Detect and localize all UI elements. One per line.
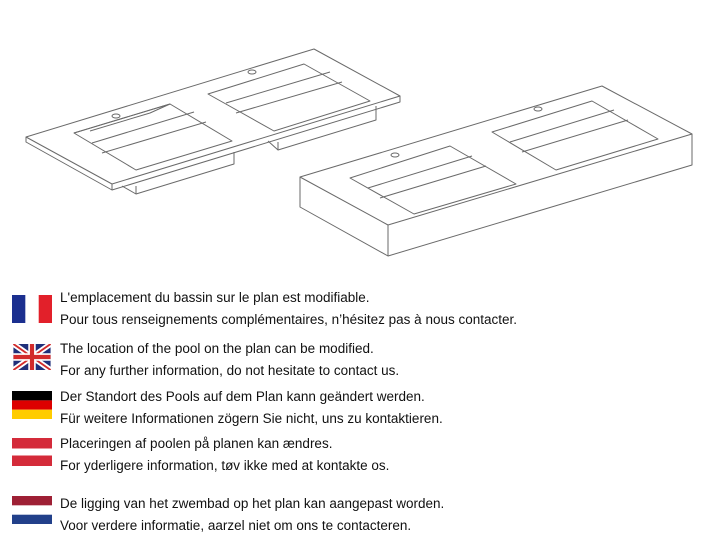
note-french: [12, 287, 517, 331]
note-danish-line-2: For yderligere information, tøv ikke med at kontakte os.: [60, 458, 390, 473]
thin-double-washbasin: [26, 49, 400, 194]
note-german: [12, 386, 443, 430]
thick-double-washbasin: [300, 86, 692, 256]
netherlands-flag-icon: [12, 496, 52, 524]
note-english-line-2: For any further information, do not hesitate to contact us.: [60, 363, 400, 378]
note-english-line-1: The location of the pool on the plan can be modified.: [60, 341, 374, 356]
note-french-line-2: Pour tous renseignements complémentaires, n’hésitez pas à nous contacter.: [60, 312, 518, 327]
note-dutch-line-1: De ligging van het zwembad op het plan kan aangepast worden.: [60, 496, 445, 511]
note-dutch-line-2: Voor verdere informatie, aarzel niet om ons te contacteren.: [60, 518, 412, 533]
note-german-line-1: Der Standort des Pools auf dem Plan kann geändert werden.: [60, 389, 425, 404]
germany-flag-icon: [12, 391, 52, 419]
note-danish: [12, 433, 389, 477]
france-flag-icon: [12, 295, 52, 323]
washbasin-drawing: [0, 0, 720, 265]
note-dutch: [12, 493, 444, 537]
note-french-line-1: L'emplacement du bassin sur le plan est modifiable.: [60, 290, 370, 305]
note-danish-line-1: Placeringen af poolen på planen kan ændres.: [60, 436, 333, 451]
note-german-line-2: Für weitere Informationen zögern Sie nicht, uns zu kontaktieren.: [60, 411, 443, 426]
note-english: [12, 338, 399, 382]
uk-flag-icon: [12, 344, 52, 370]
denmark-flag-icon: [12, 438, 52, 466]
